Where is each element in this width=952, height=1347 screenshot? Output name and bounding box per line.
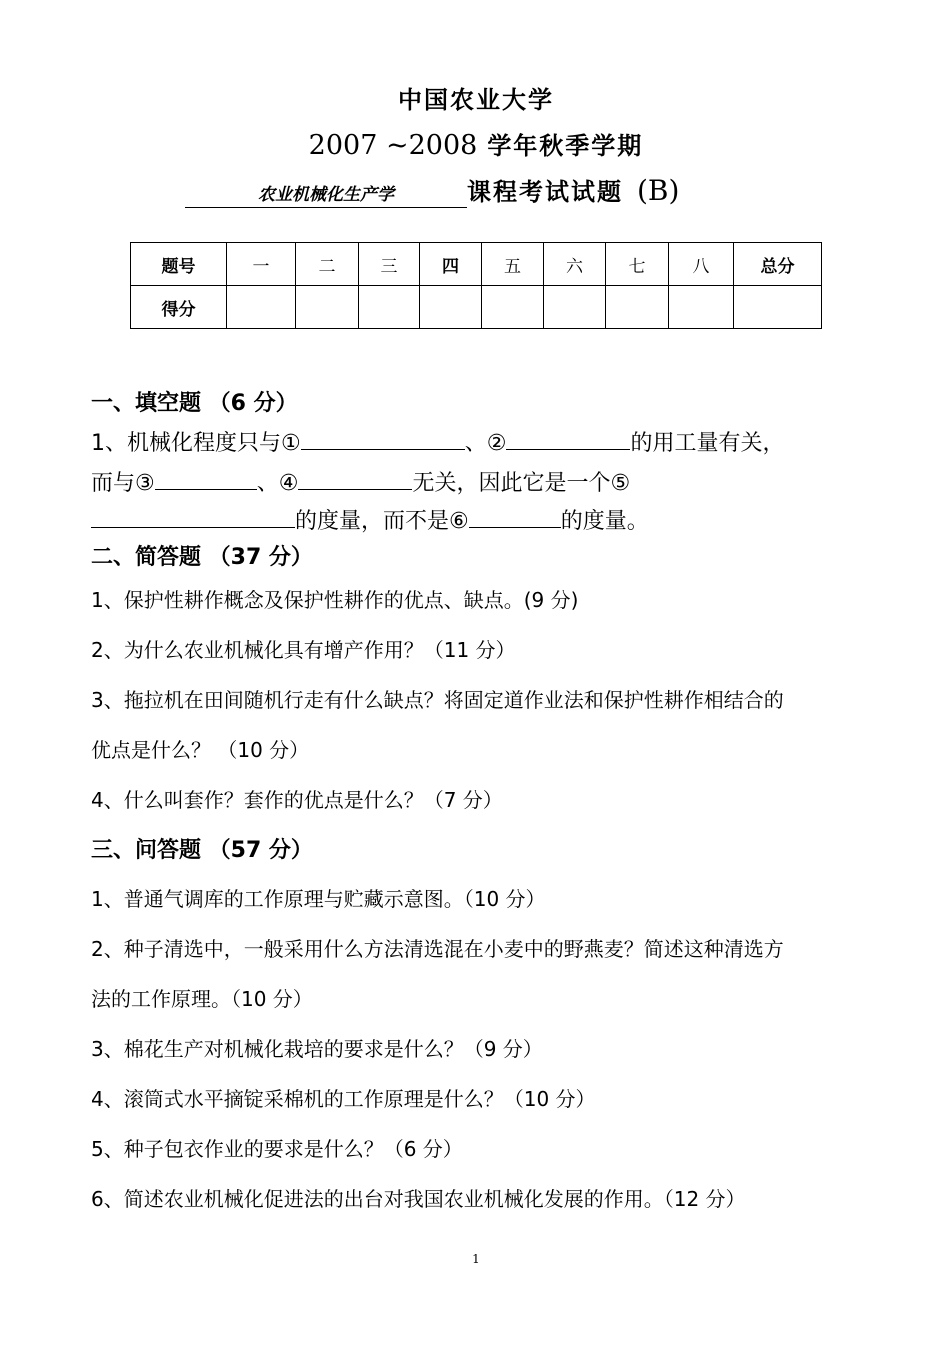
question-3-3: 3、棉花生产对机械化栽培的要求是什么？（9 分） [91, 1037, 543, 1061]
table-cell: 题号 [131, 243, 227, 286]
answer-blank-5[interactable] [91, 505, 295, 528]
score-table [130, 242, 822, 329]
score-cell[interactable] [227, 286, 296, 329]
score-cell[interactable] [669, 286, 734, 329]
exam-year-term [0, 126, 952, 161]
question-text: 无关，因此它是一个⑤ [412, 471, 631, 496]
exam-title-line [185, 172, 679, 208]
question-text: 的度量。 [560, 509, 649, 534]
score-row [131, 286, 822, 329]
score-cell[interactable] [296, 286, 359, 329]
score-cell[interactable] [482, 286, 544, 329]
exam-title: 课程考试试题 [467, 178, 623, 206]
exam-version: (B) [637, 174, 680, 207]
score-cell[interactable] [544, 286, 606, 329]
table-cell: 一 [227, 243, 296, 286]
table-cell: 四 [420, 243, 482, 286]
table-cell: 五 [482, 243, 544, 286]
page-number: 1 [472, 1252, 480, 1266]
fill-question-line-1 [91, 426, 784, 457]
answer-blank-4[interactable] [298, 467, 412, 490]
table-cell: 六 [544, 243, 606, 286]
question-3-2a: 2、种子清选中，一般采用什么方法清选混在小麦中的野燕麦？简述这种清选方 [91, 937, 784, 961]
question-text: 、④ [256, 471, 299, 496]
answer-blank-1[interactable] [301, 427, 465, 450]
term-label: 学年秋季学期 [487, 132, 644, 160]
university-name: 中国农业大学 [398, 86, 554, 114]
section-2-heading: 二、简答题 （37 分） [91, 545, 313, 570]
question-3-4: 4、滚筒式水平摘锭采棉机的工作原理是什么？（10 分） [91, 1087, 596, 1111]
question-3-5: 5、种子包衣作业的要求是什么？（6 分） [91, 1137, 463, 1161]
question-text: 的度量，而不是⑥ [295, 509, 469, 534]
table-cell: 七 [606, 243, 669, 286]
table-cell: 总分 [734, 243, 822, 286]
academic-year: 2007 ~2008 [308, 130, 478, 161]
fill-question-line-3 [91, 504, 649, 535]
question-2-3b: 优点是什么？ （10 分） [91, 738, 310, 762]
answer-blank-2[interactable] [506, 427, 630, 450]
question-2-2: 2、为什么农业机械化具有增产作用？（11 分） [91, 638, 516, 662]
question-2-4: 4、什么叫套作？套作的优点是什么？（7 分） [91, 788, 503, 812]
question-2-1: 1、保护性耕作概念及保护性耕作的优点、缺点。(9 分) [91, 588, 579, 612]
table-cell: 二 [296, 243, 359, 286]
question-2-3a: 3、拖拉机在田间随机行走有什么缺点？将固定道作业法和保护性耕作相结合的 [91, 688, 784, 712]
question-3-2b: 法的工作原理。（10 分） [91, 987, 313, 1011]
score-cell[interactable] [359, 286, 420, 329]
table-cell: 三 [359, 243, 420, 286]
section-1-heading: 一、填空题 （6 分） [91, 391, 298, 416]
course-name: 农业机械化生产学 [185, 180, 467, 208]
question-text: 的用工量有关， [630, 431, 785, 456]
answer-blank-6[interactable] [469, 505, 561, 528]
fill-question-line-2 [91, 466, 630, 497]
table-cell: 八 [669, 243, 734, 286]
question-3-6: 6、简述农业机械化促进法的出台对我国农业机械化发展的作用。（12 分） [91, 1187, 746, 1211]
question-3-1: 1、普通气调库的工作原理与贮藏示意图。（10 分） [91, 887, 546, 911]
section-3-heading: 三、问答题 （57 分） [91, 838, 313, 863]
question-text: 、② [464, 431, 507, 456]
score-cell[interactable] [606, 286, 669, 329]
answer-blank-3[interactable] [155, 467, 257, 490]
table-cell: 得分 [131, 286, 227, 329]
score-cell[interactable] [734, 286, 822, 329]
score-cell[interactable] [420, 286, 482, 329]
question-text: 1、机械化程度只与① [91, 431, 301, 456]
question-number-row [131, 243, 822, 286]
question-text: 而与③ [91, 471, 155, 496]
